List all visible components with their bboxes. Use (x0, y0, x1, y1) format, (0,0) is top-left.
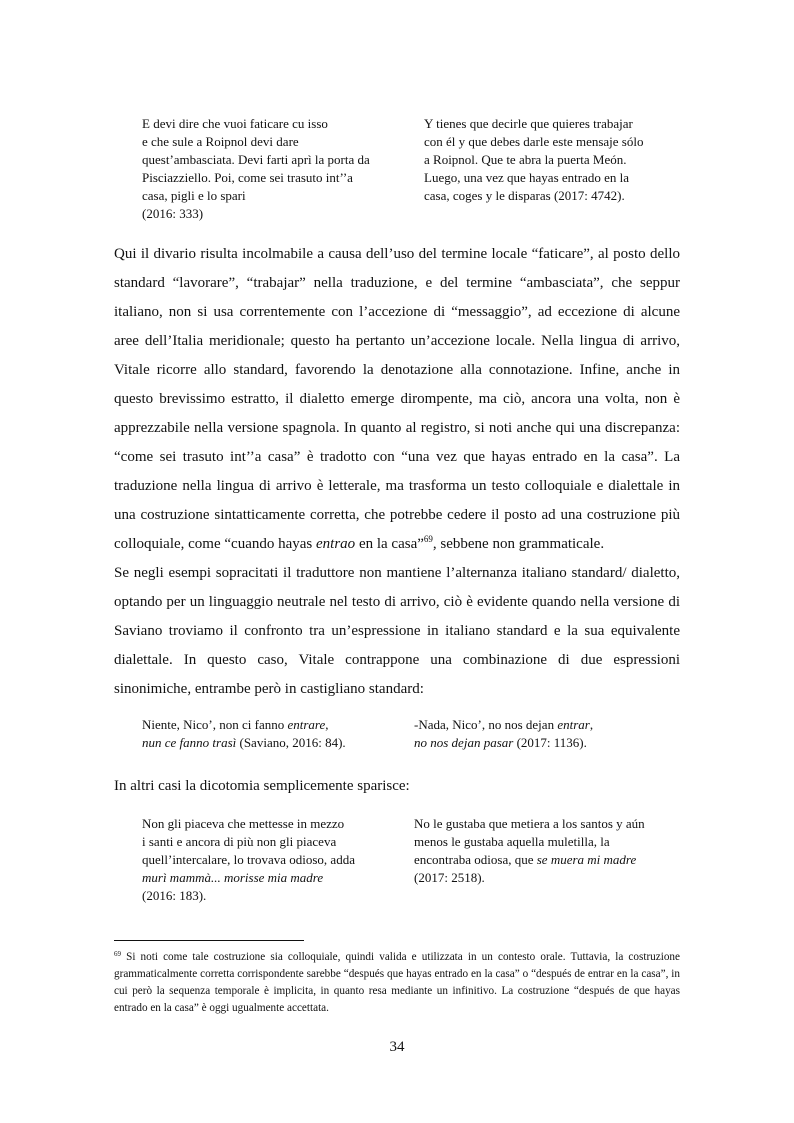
example1-italian-line: casa, pigli e lo spari (142, 188, 246, 203)
example2-text: Niente, Nico’, non ci fanno (142, 717, 288, 732)
example2-spanish-line (414, 734, 684, 752)
example3-spanish (414, 815, 684, 887)
example1-italian-line: E devi dire che vuoi faticare cu isso (142, 116, 328, 131)
footnote-separator (114, 940, 304, 941)
footnote (114, 949, 680, 1017)
paragraph-1-tail: , sebbene non grammaticale. (432, 536, 605, 552)
example1-spanish-line: con él y que debes darle este mensaje sólo (424, 134, 644, 149)
body-text-2 (114, 772, 680, 801)
example1-spanish-line: a Roipnol. Que te abra la puerta Meón. (424, 152, 627, 167)
example2-text: , (325, 717, 329, 732)
footnote-text: Si noti come tale costruzione sia colloquiale, quindi valida e utilizzata in un contesto orale. Tuttavia, la costruzione grammaticalmente corretta corrispondente sarebbe “después que hayas entrado en la casa” o “después de entrar en la casa”, in cui però la sequenza temporale è implicita, in quanto resa mediante un infinitivo. La costruzione “después de que hayas entrado en la casa” è oggi ugualmente accettata. (114, 951, 680, 1014)
example2-italic: entrare (287, 717, 326, 732)
example2-italic: nun ce fanno trasì (142, 735, 237, 750)
example1-italian-line: e che sule a Roipnol devi dare (142, 134, 299, 149)
example3-italian-citation: (2016: 183). (142, 888, 207, 903)
example2-text: (2017: 1136). (513, 735, 587, 750)
paragraph-1-after-italic: en la casa” (355, 536, 424, 552)
example3-italic: murì mammà... morisse mia madre (142, 870, 324, 885)
example3-italian (142, 815, 412, 905)
example2-italic: no nos dejan pasar (414, 735, 514, 750)
example3-italian-line (142, 869, 412, 887)
example3-italic: se muera mi madre (536, 852, 637, 867)
example2-text: , (589, 717, 594, 732)
example2-italian (142, 716, 412, 752)
example1-italian-citation: (2016: 333) (142, 206, 204, 221)
example1-spanish (424, 115, 694, 205)
example1-italian-line: quest’ambasciata. Devi farti aprì la porta da (142, 152, 370, 167)
example3-italian-line: i santi e ancora di più non gli piaceva (142, 834, 337, 849)
example1-italian-line: Pisciazziello. Poi, come sei trasuto int’’a (142, 170, 353, 185)
example3-spanish-line (414, 851, 684, 869)
example3-italian-line: quell’intercalare, lo trovava odioso, adda (142, 852, 355, 867)
paragraph-1-text: Qui il divario risulta incolmabile a causa dell’uso del termine locale “faticare”, al posto dello standard “lavorare”, “trabajar” nella traduzione, e del termine “ambasciata”, che seppur italiano, non si usa correntemente con l’accezione di “messaggio”, ad eccezione di alcune aree dell’Italia meridionale; questo ha pertanto un’accezione locale. Nella lingua di arrivo, Vitale ricorre allo standard, favorendo la denotazione alla connotazione. Infine, anche in questo brevissimo estratto, il dialetto emerge dirompente, ma ciò, ancora una volta, non è apprezzabile nella versione spagnola. In quanto al registro, si noti anche qui una discrepanza: “come sei trasuto int’’a casa” è tradotto con “una vez que hayas entrado en la casa”. La traduzione nella lingua di arrivo è letterale, ma trasforma un testo colloquiale e dialettale in una costruzione sintatticamente corretta, che potrebbe cedere il posto ad una costruzione più colloquiale, come “cuando hayas (114, 246, 680, 552)
example2-italian-line (142, 734, 412, 752)
example1-italian (142, 115, 412, 223)
example3-spanish-line: menos le gustaba aquella muletilla, la (414, 834, 610, 849)
example2-italian-line (142, 716, 412, 734)
paragraph-2: Se negli esempi sopracitati il traduttore non mantiene l’alternanza italiano standard/ dialetto, optando per un linguaggio neutrale nel testo di arrivo, ciò è evidente quando nella versione di Saviano troviamo il confronto tra un’espressione in italiano standard e la sua equivalente dialettale. In questo caso, Vitale contrappone una combinazione di due espressioni sinonimiche, entrambe però in castigliano standard: (114, 565, 680, 697)
example1-spanish-line: Y tienes que decirle que quieres trabajar (424, 116, 633, 131)
body-text (114, 240, 680, 704)
example1-spanish-line: Luego, una vez que hayas entrado en la (424, 170, 630, 185)
paragraph-1 (114, 240, 680, 559)
paragraph-1-italic: entrao (316, 536, 356, 552)
example1-spanish-line: casa, coges y le disparas (2017: 4742). (424, 188, 625, 203)
footnote-number: 69 (114, 950, 121, 958)
example2-italic: entrar (557, 717, 590, 732)
example2-text: (Saviano, 2016: 84). (236, 735, 346, 750)
page-number: 34 (389, 1039, 405, 1055)
footnote-reference[interactable]: 69 (423, 534, 433, 544)
example3-spanish-line: No le gustaba que metiera a los santos y aún (414, 816, 645, 831)
example3-spanish-citation: (2017: 2518). (414, 870, 485, 885)
example2-spanish (414, 716, 684, 752)
example2-spanish-line (414, 716, 684, 734)
paragraph-3: In altri casi la dicotomia semplicemente sparisce: (114, 778, 410, 794)
example3-text: encontraba odiosa, que (414, 852, 537, 867)
example2-text: -Nada, Nico’, no nos dejan (414, 717, 558, 732)
example3-italian-line: Non gli piaceva che mettesse in mezzo (142, 816, 345, 831)
